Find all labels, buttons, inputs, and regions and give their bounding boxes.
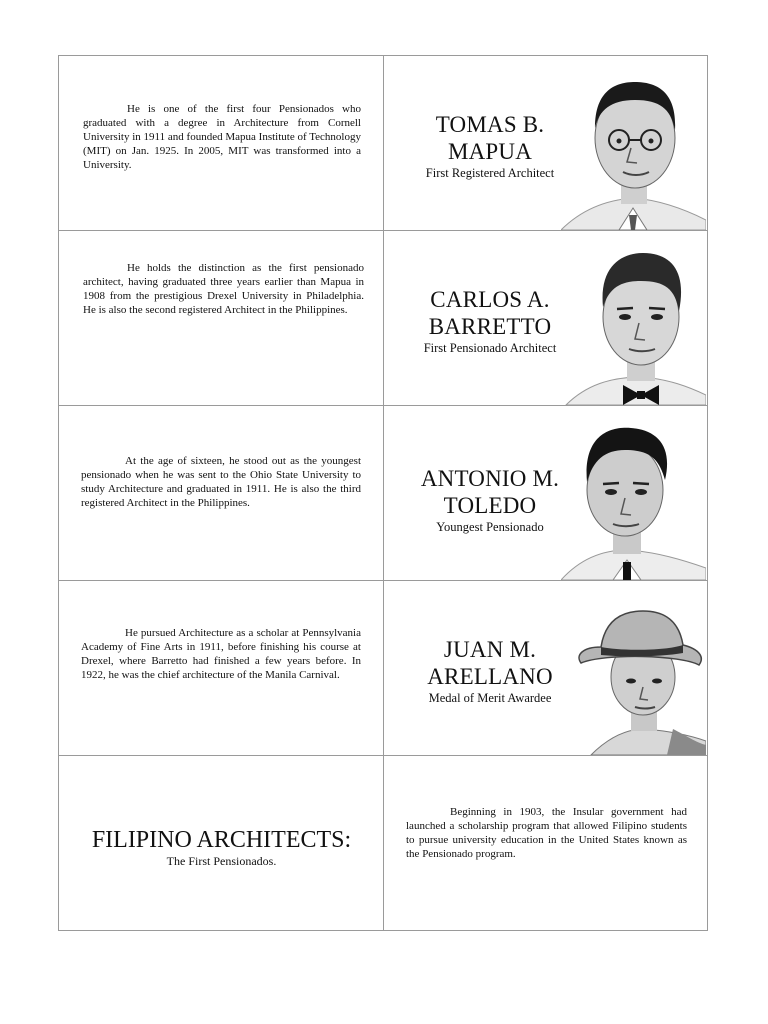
cover-title-block: [59, 826, 384, 869]
card-sheet: [58, 55, 708, 931]
name-block-arellano: [400, 636, 580, 706]
architect-name-line1: JUAN M.: [443, 637, 537, 662]
architect-name-line2: TOLEDO: [443, 493, 537, 518]
bio-text-mapua: He is one of the first four Pensionados who graduated with a degree in Architecture from Cornell University in 1911 and founded Mapua Institute of Technology (MIT) on Jan. 1925. In 2005, MIT was transformed into a University.: [83, 103, 361, 171]
bio-text-arellano: He pursued Architecture as a scholar at Pennsylvania Academy of Fine Arts in 1911, before finishing his course at Drexel, where Barretto had finished a few years before. In 1922, he was the chief architecture of the Manila Carnival.: [81, 627, 361, 681]
portrait-toledo: [561, 420, 706, 580]
cover-cell: [59, 756, 384, 931]
architect-name-line1: CARLOS A.: [430, 287, 550, 312]
architect-subtitle: Medal of Merit Awardee: [428, 691, 552, 705]
bio-cell-arellano: [59, 581, 384, 756]
portrait-mapua: [561, 70, 706, 230]
name-block-toledo: [400, 465, 580, 535]
name-cell-barretto: [384, 231, 708, 406]
portrait-barretto: [561, 245, 706, 405]
name-block-mapua: [400, 111, 580, 181]
architect-subtitle: Youngest Pensionado: [436, 520, 544, 534]
bio-text-barretto: He holds the distinction as the first pensionado architect, having graduated three years earlier than Mapua in 1908 from the prestigious Drexel University in Philadelphia. He is also the second registered Architect in the Philippines.: [83, 262, 364, 316]
architect-name-line2: MAPUA: [447, 139, 533, 164]
architect-name-line1: ANTONIO M.: [420, 466, 560, 491]
architect-name-line2: BARRETTO: [428, 314, 552, 339]
name-block-barretto: [400, 286, 580, 356]
architect-subtitle: First Pensionado Architect: [423, 341, 557, 355]
cover-subtitle: The First Pensionados.: [166, 854, 277, 868]
bio-cell-barretto: [59, 231, 384, 406]
intro-text: Beginning in 1903, the Insular government had launched a scholarship program that allowed Filipino students to pursue university education in the United States known as the Pensionado program.: [406, 806, 687, 860]
portrait-arellano: [561, 595, 706, 755]
architect-subtitle: First Registered Architect: [425, 166, 555, 180]
bio-cell-toledo: [59, 406, 384, 581]
name-cell-toledo: [384, 406, 708, 581]
architect-name-line2: ARELLANO: [427, 664, 553, 689]
intro-cell: [384, 756, 708, 931]
bio-cell-mapua: [59, 56, 384, 231]
bio-text-toledo: At the age of sixteen, he stood out as the youngest pensionado when he was sent to the Ohio State University to study Architecture and graduated in 1911. He is also the third registered Architect in the Philippines.: [81, 455, 361, 509]
name-cell-arellano: [384, 581, 708, 756]
cover-title: FILIPINO ARCHITECTS:: [91, 827, 352, 853]
architect-name-line1: TOMAS B.: [435, 112, 545, 137]
name-cell-mapua: [384, 56, 708, 231]
